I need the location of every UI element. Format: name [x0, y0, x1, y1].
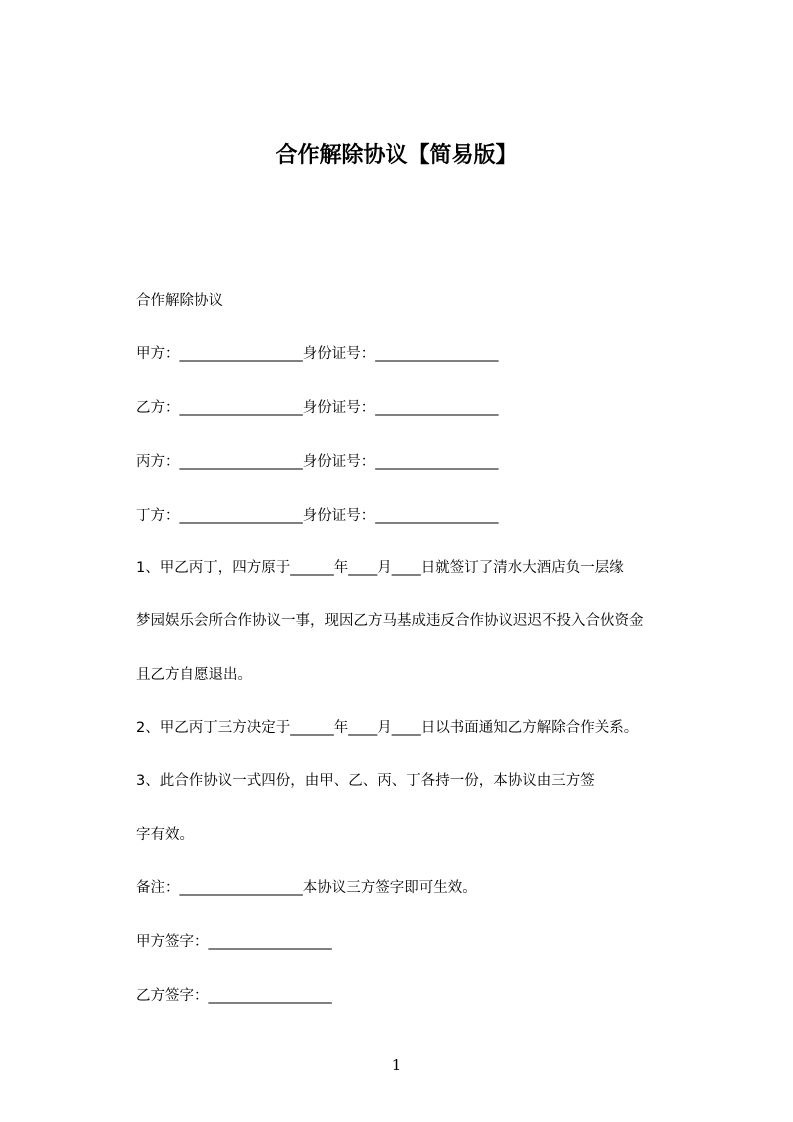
signature-a-line: 甲方签字：_________________ — [136, 934, 332, 950]
party-d-line: 丁方：_________________身份证号：_________________ — [136, 508, 499, 524]
signature-b-line: 乙方签字：_________________ — [136, 988, 332, 1004]
document-title: 合作解除协议【简易版】 — [275, 143, 518, 168]
party-c-line: 丙方：_________________身份证号：_________________ — [136, 454, 499, 470]
clause-2-line: 2、甲乙丙丁三方决定于______年____月____日以书面通知乙方解除合作关系。 — [136, 720, 639, 736]
agreement-heading: 合作解除协议 — [136, 293, 223, 309]
page-number: 1 — [391, 1056, 402, 1074]
clause-1-line-2: 梦园娱乐会所合作协议一事，现因乙方马基成违反合作协议迟迟不投入合伙资金 — [136, 613, 644, 629]
note-line: 备注：_________________本协议三方签字即可生效。 — [136, 880, 477, 896]
party-a-line: 甲方：_________________身份证号：_________________ — [136, 346, 499, 362]
clause-3-line-1: 3、此合作协议一式四份，由甲、乙、丙、丁各持一份，本协议由三方签 — [136, 773, 595, 789]
clause-1-line-1: 1、甲乙丙丁，四方原于______年____月____日就签订了清水大酒店负一层缘 — [136, 560, 624, 576]
party-b-line: 乙方：_________________身份证号：_________________ — [136, 400, 499, 416]
clause-1-line-3: 且乙方自愿退出。 — [136, 667, 252, 683]
clause-3-line-2: 字有效。 — [136, 827, 194, 843]
